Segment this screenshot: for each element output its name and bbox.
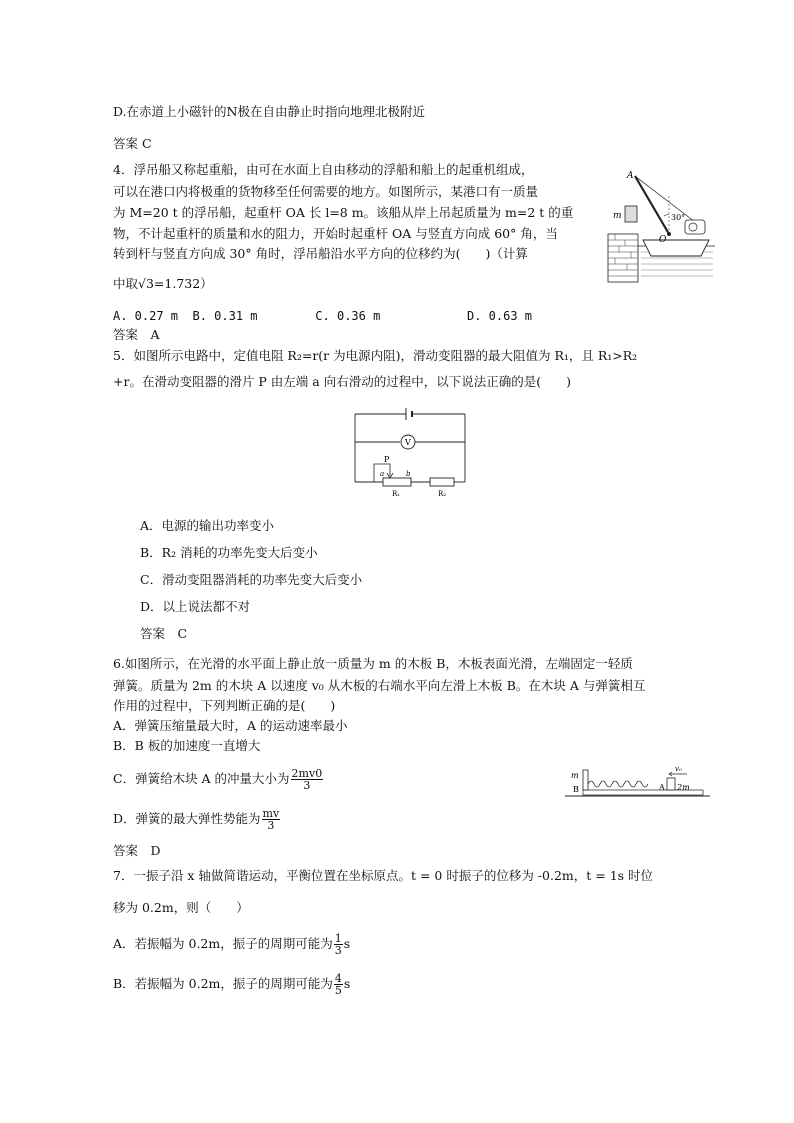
question-4-line: 中取√3=1.732） (113, 276, 213, 291)
r2-label: R₂ (438, 490, 447, 498)
answer-text: 答案 C (140, 626, 188, 641)
question-4-line: 物，不计起重杆的质量和水的阻力，开始时起重杆 OA 与竖直方向成 60° 角，当 (113, 226, 558, 241)
label-b: B (573, 785, 579, 794)
question-6-option: B．B 板的加速度一直增大 (113, 738, 261, 753)
answer-text: 答案 C (113, 136, 152, 151)
unit: s (343, 976, 351, 991)
answer-text: 答案 D (113, 843, 161, 858)
label-v0: v₀ (675, 765, 682, 773)
option-d-text: D.在赤道上小磁针的N极在自由静止时指向地理北极附近 (113, 104, 425, 119)
question-5-option: C．滑动变阻器消耗的功率先变大后变小 (140, 572, 363, 587)
denominator: 3 (303, 779, 311, 792)
circuit-figure (350, 406, 470, 498)
label-angle: 30° (671, 213, 686, 222)
fraction (334, 973, 343, 996)
question-6-option-c (113, 764, 324, 794)
numerator: mv (262, 807, 280, 820)
end-a-label: a (380, 470, 385, 478)
fraction (262, 808, 281, 831)
question-6-line: 弹簧。质量为 2m 的木块 A 以速度 v₀ 从木板的右端水平向左滑上木板 B。在木块 A 与弹簧相互 (113, 678, 646, 693)
question-5-line: 5．如图所示电路中，定值电阻 R₂=r(r 为电源内阻)，滑动变阻器的最大阻值为 R₁，且 R₁>R₂ (113, 348, 638, 363)
voltmeter-label: V (405, 438, 411, 447)
question-7-line: 7．一振子沿 x 轴做简谐运动，平衡位置在坐标原点。t = 0 时振子的位移为 -0.2m，t = 1s 时位 (113, 868, 654, 883)
label-a: A (627, 171, 634, 181)
label-m: m (571, 771, 579, 780)
question-4-line: 可以在港口内将极重的货物移至任何需要的地方。如图所示，某港口有一质量 (113, 184, 539, 199)
denominator: 3 (334, 944, 342, 957)
question-7-line: 移为 0.2m，则（ ） (113, 900, 249, 915)
label-2m: 2m (677, 783, 690, 792)
option-text: D．弹簧的最大弹性势能为 (113, 811, 261, 826)
numerator: 4 (334, 972, 342, 985)
option-text: A．若振幅为 0.2m，振子的周期可能为 (113, 936, 333, 951)
fraction (334, 933, 343, 956)
slider-p-label: P (384, 455, 390, 464)
question-6-line: 作用的过程中，下列判断正确的是( ) (113, 698, 336, 713)
option-text: B．若振幅为 0.2m，振子的周期可能为 (113, 976, 333, 991)
r1-label: R₁ (392, 490, 401, 498)
question-4-line: 4．浮吊船又称起重船，由可在水面上自由移动的浮船和船上的起重机组成， (113, 162, 534, 177)
label-a: A (659, 783, 665, 792)
label-m: m (613, 211, 622, 221)
question-5-option: B．R₂ 消耗的功率先变大后变小 (140, 545, 318, 560)
numerator: 2mv0 (291, 767, 323, 780)
label-o: O (659, 235, 667, 245)
question-4-options: A. 0.27 m B. 0.31 m C. 0.36 m D. 0.63 m (113, 309, 533, 323)
question-6-option: A．弹簧压缩量最大时，A 的运动速率最小 (113, 718, 348, 733)
question-4-line: 为 M=20 t 的浮吊船，起重杆 OA 长 l=8 m。该船从岸上吊起质量为 m=2 t 的重 (113, 205, 574, 220)
question-7-option-b (113, 968, 350, 1000)
numerator: 1 (334, 932, 342, 945)
denominator: 3 (267, 819, 275, 832)
option-text: C．弹簧给木块 A 的冲量大小为 (113, 771, 290, 786)
question-6-option-d (113, 804, 281, 834)
question-6-line: 6.如图所示，在光滑的水平面上静止放一质量为 m 的木板 B，木板表面光滑，左端固定一轻质 (113, 656, 633, 671)
crane-ship-figure (605, 168, 717, 284)
denominator: 5 (334, 984, 342, 997)
question-4-line: 转到杆与竖直方向成 30° 角时，浮吊船沿水平方向的位移约为( )（计算 (113, 246, 528, 261)
question-7-option-a (113, 928, 350, 960)
fraction (291, 768, 324, 791)
spring-block-figure (565, 764, 710, 802)
question-5-option: D．以上说法都不对 (140, 599, 251, 614)
question-5-option: A．电源的输出功率变小 (140, 518, 275, 533)
answer-text: 答案 A (113, 327, 160, 342)
question-5-line: +r。在滑动变阻器的滑片 P 由左端 a 向右滑动的过程中，以下说法正确的是( ) (113, 374, 571, 389)
end-b-label: b (406, 470, 411, 478)
unit: s (343, 936, 351, 951)
